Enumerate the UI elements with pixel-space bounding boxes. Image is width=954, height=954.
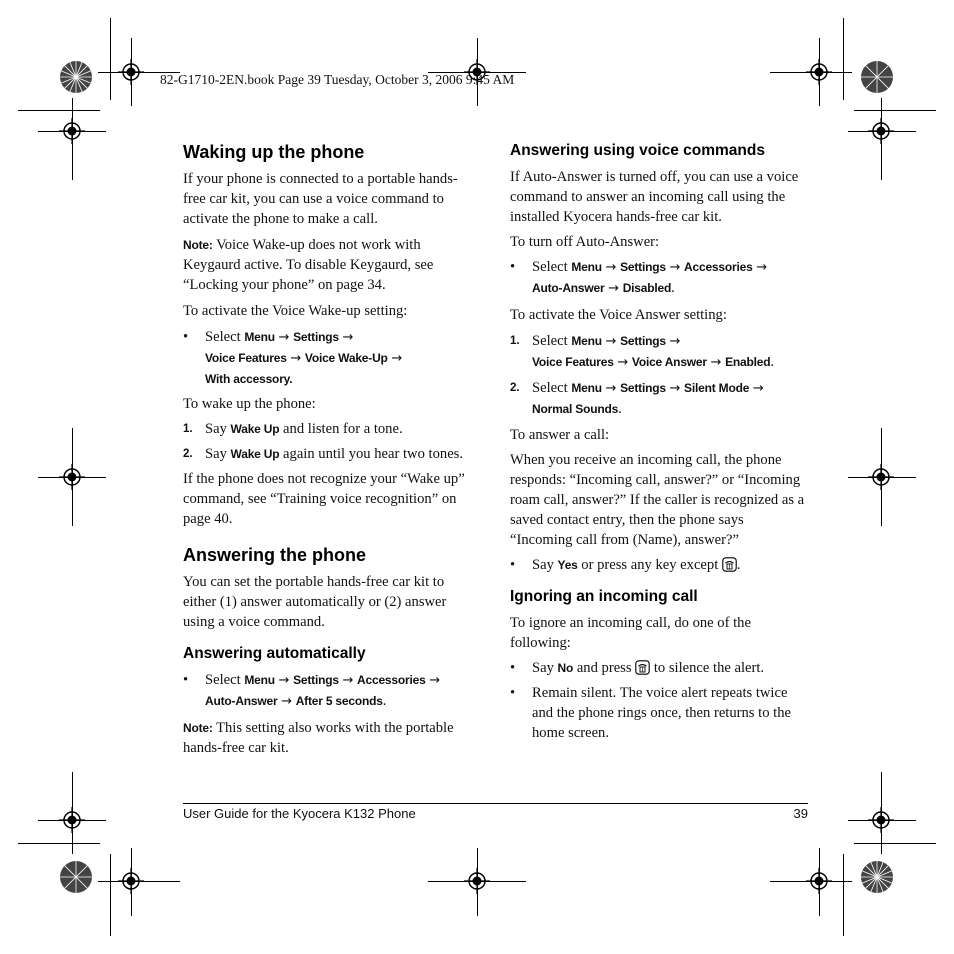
list-item: 2. Say Wake Up again until you hear two tones. bbox=[183, 446, 463, 462]
registration-mark-icon bbox=[868, 464, 894, 490]
menu-path-item: With accessory. bbox=[205, 372, 293, 386]
list-item: • Select Menu → Settings → Accessories → Auto-Answer → After 5 seconds. bbox=[183, 672, 441, 709]
heading-answering-auto: Answering automatically bbox=[183, 645, 366, 662]
color-rosette-icon bbox=[860, 860, 894, 894]
registration-mark-icon bbox=[118, 59, 144, 85]
menu-path-item: Menu bbox=[571, 260, 602, 274]
menu-path-item: Voice Wake-Up bbox=[304, 351, 388, 365]
color-rosette-icon bbox=[59, 60, 93, 94]
registration-mark-icon bbox=[806, 59, 832, 85]
menu-path-item: Normal Sounds bbox=[532, 402, 619, 416]
color-rosette-icon bbox=[59, 860, 93, 894]
menu-path-item: After 5 seconds bbox=[295, 694, 383, 708]
menu-path-item: Auto-Answer bbox=[532, 281, 605, 295]
list-item: • Select Menu → Settings → Accessories → Auto-Answer → Disabled. bbox=[510, 259, 768, 296]
paragraph: If your phone is connected to a portable hands-free car kit, you can use a voice command to activate the phone to make a call. bbox=[183, 171, 458, 227]
registration-mark-icon bbox=[806, 868, 832, 894]
menu-path-item: Enabled bbox=[725, 355, 771, 369]
note bbox=[183, 235, 473, 295]
list-item: 1. Select Menu → Settings → Voice Features → Voice Answer → Enabled. bbox=[510, 333, 775, 370]
menu-path-item: Disabled bbox=[622, 281, 672, 295]
end-key-icon bbox=[635, 660, 650, 675]
bullet: • bbox=[510, 259, 516, 275]
bullet: • bbox=[183, 329, 189, 345]
paragraph: If Auto-Answer is turned off, you can use a voice command to answer an incoming call using the installed Kyocera hands-free car kit. bbox=[510, 169, 799, 225]
registration-mark-icon bbox=[59, 118, 85, 144]
list-item: 1. Say Wake Up and listen for a tone. bbox=[183, 421, 403, 437]
menu-path-item: Settings bbox=[293, 673, 339, 687]
bullet: • bbox=[183, 672, 189, 688]
registration-mark-icon bbox=[868, 807, 894, 833]
menu-path-item: Silent Mode bbox=[684, 381, 750, 395]
registration-mark-icon bbox=[868, 118, 894, 144]
list-item: • Select Menu → Settings → Voice Features → Voice Wake-Up → With accessory. bbox=[183, 329, 403, 386]
paragraph: To ignore an incoming call, do one of the following: bbox=[510, 615, 751, 651]
registration-mark-icon bbox=[59, 464, 85, 490]
footer-rule bbox=[183, 803, 808, 804]
paragraph: To wake up the phone: bbox=[183, 396, 316, 412]
menu-path-item: Menu bbox=[571, 334, 602, 348]
paragraph: To activate the Voice Answer setting: bbox=[510, 307, 727, 323]
paragraph: To turn off Auto-Answer: bbox=[510, 234, 660, 250]
menu-path-item: Settings bbox=[293, 330, 339, 344]
menu-path-item: Auto-Answer bbox=[205, 694, 278, 708]
registration-mark-icon bbox=[59, 807, 85, 833]
menu-path-item: Menu bbox=[244, 330, 275, 344]
list-item: • Remain silent. The voice alert repeats twice and the phone rings once, then returns to the home screen. bbox=[510, 685, 791, 741]
book-info-slug: 82-G1710-2EN.book Page 39 Tuesday, October 3, 2006 9:45 AM bbox=[160, 72, 515, 87]
note-label: Note: bbox=[183, 238, 213, 252]
note-text: Voice Wake-up does not work with Keygaurd active. To disable Keygaurd, see “Locking your phone” on page 34. bbox=[183, 237, 434, 293]
menu-path-item: Voice Features bbox=[532, 355, 614, 369]
list-item: • Say Yes or press any key except . bbox=[510, 557, 741, 573]
bullet: • bbox=[510, 557, 516, 573]
registration-mark-icon bbox=[118, 868, 144, 894]
note-text: This setting also works with the portable hands-free car kit. bbox=[183, 720, 454, 756]
paragraph: To answer a call: bbox=[510, 427, 610, 443]
end-key-icon bbox=[722, 557, 737, 572]
menu-path-item: Voice Answer bbox=[631, 355, 707, 369]
list-item: 2. Select Menu → Settings → Silent Mode → Normal Sounds. bbox=[510, 380, 764, 417]
bullet: • bbox=[510, 660, 516, 676]
right-column bbox=[510, 140, 808, 743]
heading-waking-up: Waking up the phone bbox=[183, 142, 365, 162]
note bbox=[183, 718, 473, 758]
heading-ignoring: Ignoring an incoming call bbox=[510, 588, 698, 605]
menu-path-item: Menu bbox=[571, 381, 602, 395]
footer-title: User Guide for the Kyocera K132 Phone bbox=[183, 806, 416, 821]
menu-path-item: Accessories bbox=[684, 260, 753, 274]
list-item: • Say No and press to silence the alert. bbox=[510, 660, 765, 676]
menu-path-item: Settings bbox=[620, 381, 666, 395]
menu-path-item: Voice Features bbox=[205, 351, 287, 365]
menu-path-item: Settings bbox=[620, 334, 666, 348]
note-label: Note: bbox=[183, 721, 213, 735]
menu-path-item: Menu bbox=[244, 673, 275, 687]
paragraph: When you receive an incoming call, the phone responds: “Incoming call, answer?” or “Incoming roam call, answer?” If the caller is recognized as a saved contact entry, then the phone says “Incoming call from (Name), answer?” bbox=[510, 452, 805, 548]
page-number: 39 bbox=[793, 806, 808, 821]
paragraph: To activate the Voice Wake-up setting: bbox=[183, 303, 408, 319]
paragraph: You can set the portable hands-free car kit to either (1) answer automatically or (2) answer using a voice command. bbox=[183, 574, 447, 630]
heading-answering: Answering the phone bbox=[183, 545, 367, 565]
paragraph: If the phone does not recognize your “Wake up” command, see “Training voice recognition” on page 40. bbox=[183, 471, 465, 527]
heading-voice-commands: Answering using voice commands bbox=[510, 142, 765, 159]
menu-path-item: Settings bbox=[620, 260, 666, 274]
left-column bbox=[183, 140, 473, 758]
color-rosette-icon bbox=[860, 60, 894, 94]
registration-mark-icon bbox=[464, 868, 490, 894]
menu-path-item: Accessories bbox=[357, 673, 426, 687]
bullet: • bbox=[510, 685, 516, 701]
